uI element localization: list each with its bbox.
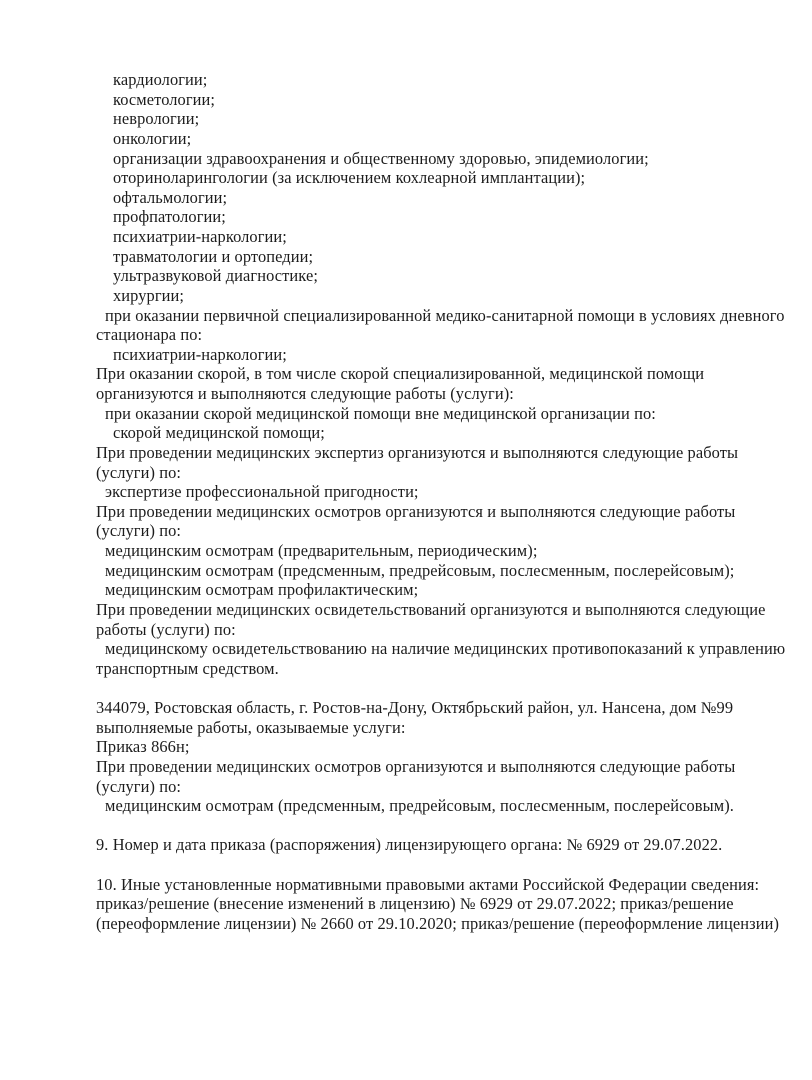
text-line: медицинскому освидетельствованию на наличие медицинских противопоказаний к управлению [105,639,786,659]
text-line: приказ/решение (внесение изменений в лицензию) № 6929 от 29.07.2022; приказ/решение [96,894,734,914]
text-line: косметологии; [113,89,216,109]
text-line: неврологии; [113,109,200,129]
text-line: (услуги) по: [96,462,182,482]
blank-line [96,816,776,836]
text-line: при оказании первичной специализированной медико-санитарной помощи в условиях дневного [105,305,785,325]
text-line: организуются и выполняются следующие работы (услуги): [96,384,514,403]
text-line: медицинским осмотрам (предварительным, периодическим); [105,541,538,560]
text-line: 10. Иные установленные нормативными правовыми актами Российской Федерации сведения: [96,874,760,894]
text-line: психиатрии-наркологии; [113,227,287,246]
blank-line [96,678,776,698]
text-line: скорой медицинской помощи; [113,423,325,443]
text-line: (переоформление лицензии) № 2660 от 29.10.2020; приказ/решение (переоформление лицензии) [96,913,780,933]
text-line: 344079, Ростовская область, г. Ростов-на-Дону, Октябрьский район, ул. Нансена, дом №99 [96,698,734,717]
text-line: При проведении медицинских экспертиз организуются и выполняются следующие работы [96,442,739,462]
text-line: онкологии; [113,128,192,148]
text-line: психиатрии-наркологии; [113,344,287,364]
text-line: При проведении медицинских осмотров организуются и выполняются следующие работы [96,756,736,776]
text-line: транспортным средством. [96,658,279,678]
text-line: При проведении медицинских освидетельствований организуются и выполняются следующие [96,599,766,619]
text-line: выполняемые работы, оказываемые услуги: [96,717,406,737]
text-line: кардиологии; [113,70,208,89]
text-line: организации здравоохранения и общественному здоровью, эпидемиологии; [113,148,649,168]
text-line: работы (услуги) по: [96,619,236,639]
text-line: оториноларингологии (за исключением кохлеарной имплантации); [113,168,586,188]
text-line: При оказании скорой, в том числе скорой специализированной, медицинской помощи [96,364,705,384]
document-text [96,70,786,934]
text-line: 9. Номер и дата приказа (распоряжения) лицензирующего органа: № 6929 от 29.07.2022. [96,835,723,855]
blank-line [96,855,776,875]
text-line: при оказании скорой медицинской помощи вне медицинской организации по: [105,403,656,423]
text-line: Приказ 866н; [96,737,190,757]
text-line: офтальмологии; [113,187,228,207]
text-line: (услуги) по: [96,776,182,796]
text-line: экспертизе профессиональной пригодности; [105,482,419,502]
text-line: стационара по: [96,325,203,345]
text-line: медицинским осмотрам (предсменным, предрейсовым, послесменным, послерейсовым); [105,560,735,580]
text-line: хирургии; [113,285,185,305]
text-line: (услуги) по: [96,521,182,541]
text-line: медицинским осмотрам профилактическим; [105,580,419,600]
text-line: При проведении медицинских осмотров организуются и выполняются следующие работы [96,501,736,521]
text-line: профпатологии; [113,207,226,227]
text-line: медицинским осмотрам (предсменным, предрейсовым, послесменным, послерейсовым). [105,796,734,816]
text-line: ультразвуковой диагностике; [113,266,318,286]
text-line: травматологии и ортопедии; [113,246,314,266]
